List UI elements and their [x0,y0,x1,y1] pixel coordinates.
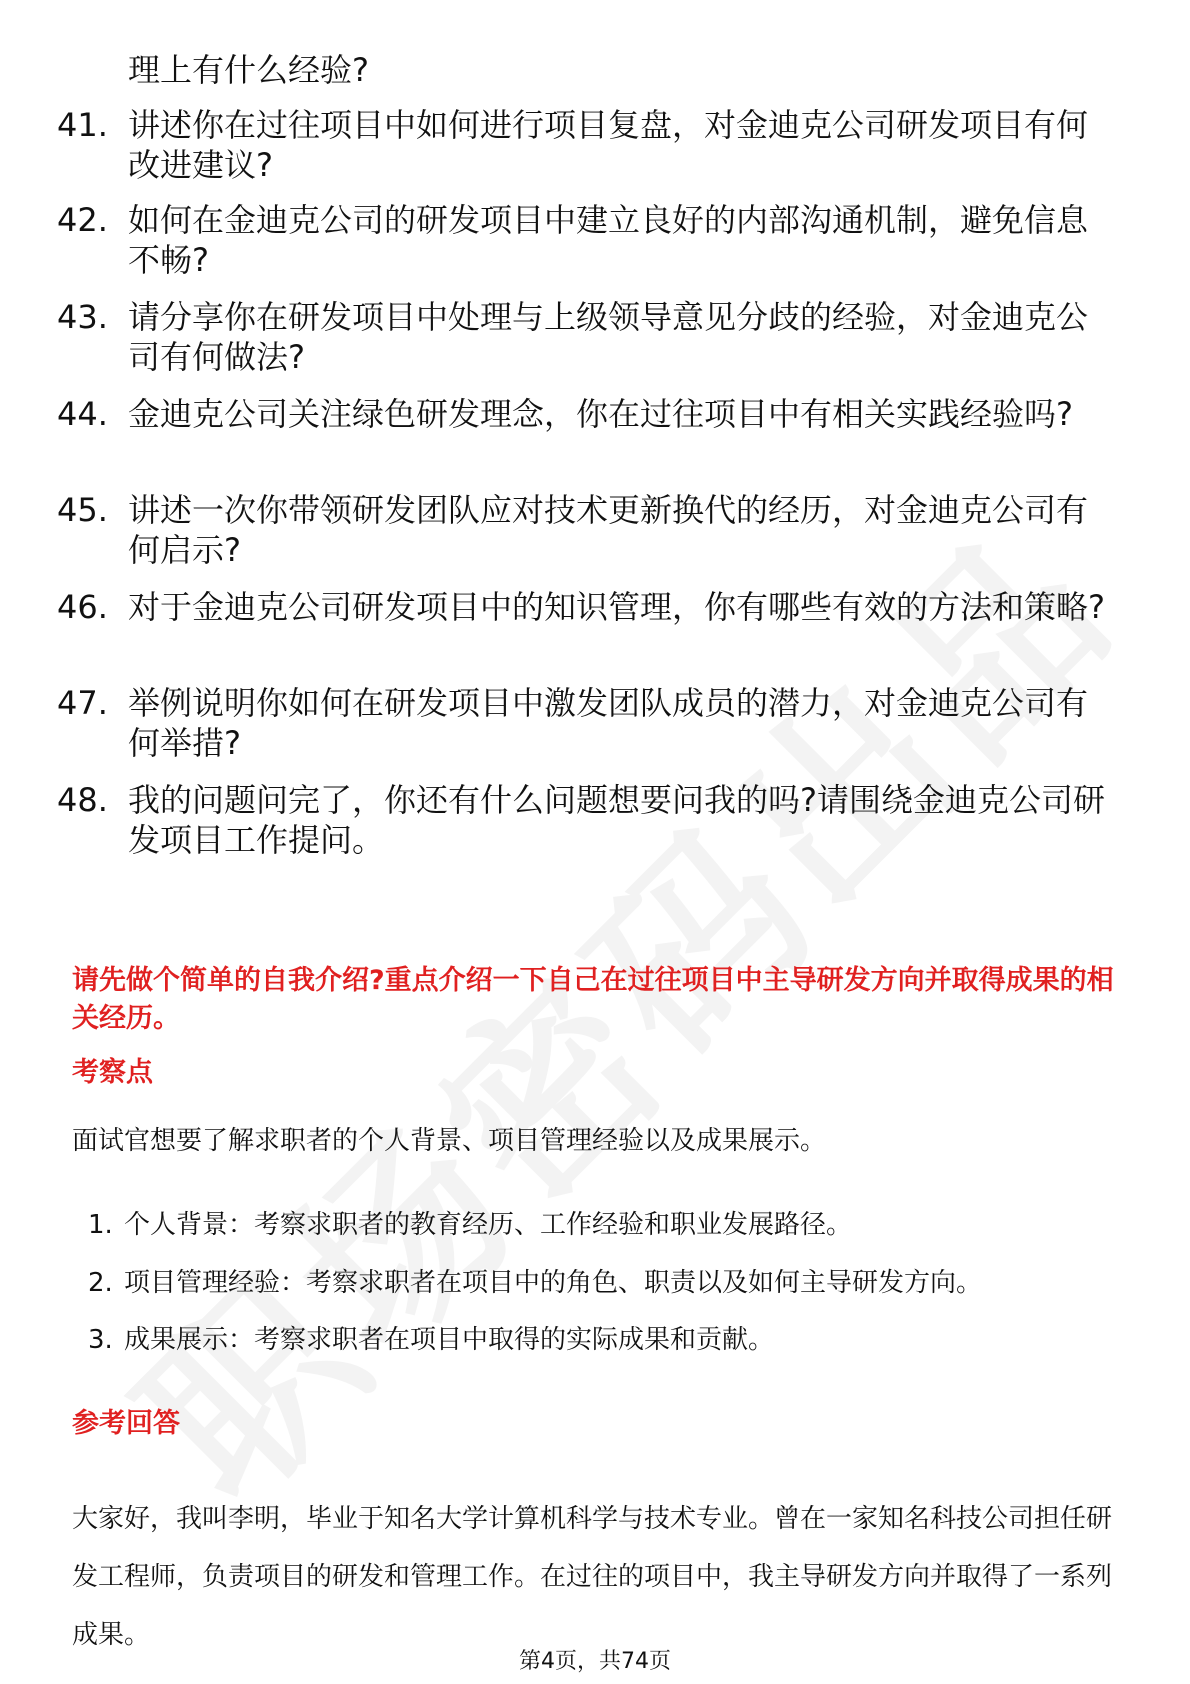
question-text: 举例说明你如何在研发项目中激发团队成员的潜力，对金迪克公司有何举措? [128,684,1089,762]
question-text: 请分享你在研发项目中处理与上级领导意见分歧的经验，对金迪克公司有何做法? [128,298,1089,376]
question-text: 我的问题问完了，你还有什么问题想要问我的吗?请围绕金迪克公司研发项目工作提问。 [128,781,1105,859]
list-item-text: 成果展示：考察求职者在项目中取得的实际成果和贡献。 [124,1325,775,1355]
question-number: 46. [57,588,108,626]
section-heading-kaochadian: 考察点 [72,1057,153,1088]
question-text: 理上有什么经验? [128,51,369,89]
list-item [88,1322,774,1358]
kaochadian-intro: 面试官想要了解求职者的个人背景、项目管理经验以及成果展示。 [72,1126,827,1156]
list-item-number: 3. [88,1325,113,1355]
question-number: 43. [57,298,108,336]
question-text: 对于金迪克公司研发项目中的知识管理，你有哪些有效的方法和策略? [128,588,1105,626]
question-text: 如何在金迪克公司的研发项目中建立良好的内部沟通机制，避免信息不畅? [128,201,1089,279]
question-number: 47. [57,684,108,722]
question-number: 44. [57,395,108,433]
question-number: 45. [57,491,108,529]
question-number: 48. [57,781,108,819]
highlighted-question: 请先做个简单的自我介绍?重点介绍一下自己在过往项目中主导研发方向并取得成果的相关经历。 [72,965,1114,1034]
list-item [88,1265,982,1301]
question-text: 讲述你在过往项目中如何进行项目复盘，对金迪克公司研发项目有何改进建议? [128,106,1089,184]
list-item-text: 项目管理经验：考察求职者在项目中的角色、职责以及如何主导研发方向。 [124,1268,983,1298]
list-item-number: 2. [88,1268,113,1298]
question-text: 讲述一次你带领研发团队应对技术更新换代的经历，对金迪克公司有何启示? [128,491,1089,569]
question-number: 41. [57,106,108,144]
page-footer: 第4页，共74页 [519,1649,671,1674]
list-item-number: 1. [88,1210,113,1240]
section-heading-cankao: 参考回答 [72,1408,180,1439]
list-item [88,1207,852,1243]
list-item-text: 个人背景：考察求职者的教育经历、工作经验和职业发展路径。 [124,1210,853,1240]
reference-answer: 大家好，我叫李明，毕业于知名大学计算机科学与技术专业。曾在一家知名科技公司担任研发工程师，负责项目的研发和管理工作。在过往的项目中，我主导研发方向并取得了一系列成果。 [72,1504,1113,1650]
question-text: 金迪克公司关注绿色研发理念，你在过往项目中有相关实践经验吗? [128,395,1073,433]
question-number: 42. [57,201,108,239]
